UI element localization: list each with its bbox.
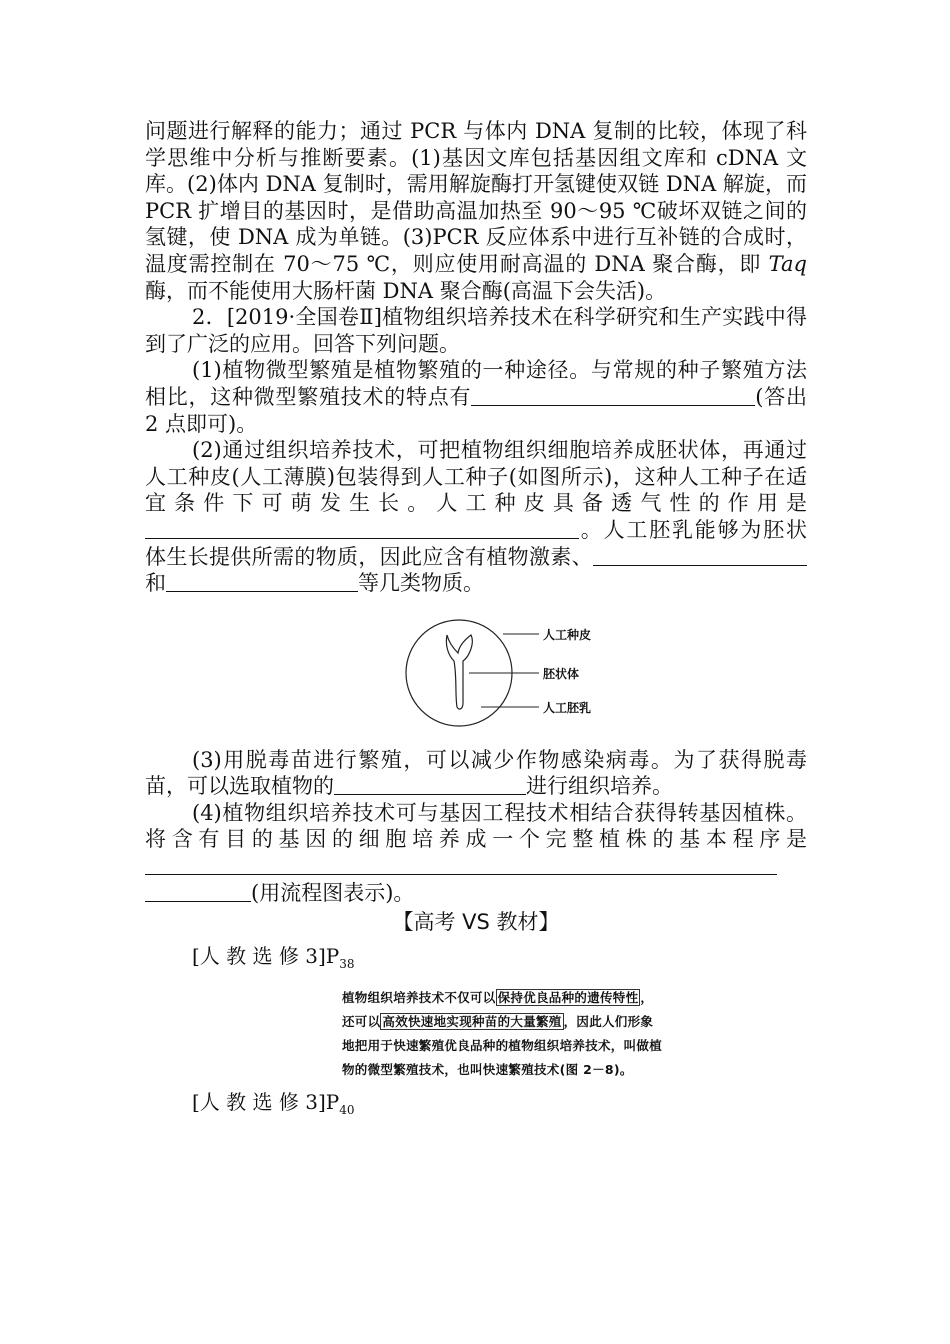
textbook-reference-2: [人 教 选 修 $3]P_{40}$ bbox=[192, 1090, 355, 1118]
page-number: 38 bbox=[339, 957, 355, 972]
label-artificial-endosperm: 人工胚乳 bbox=[543, 700, 592, 715]
textbook-excerpt: 植物组织培养技术不仅可以 保持优良品种的遗传特性 ，还可以 高效快速地实现种苗的大量繁殖 ，因此人们形象地把用于快速繁殖优良品种的植物组织培养技术，叫做植物的微型繁殖技术，也叫快速繁殖技术(图 2－8)。 bbox=[342, 990, 663, 1078]
answer-blank bbox=[593, 545, 677, 566]
question-2-part-2: (2)通过组织培养技术，可把植物组织细胞培养成胚状体，再通过人工种皮(人工薄膜)包装得到人工种子(如图所示)，这种人工种子在适宜条件下可萌发生长。人工种皮具备透气性的作用是。人工胚乳能够为胚状体生长提供所需的物质，因此应含有植物激素、和 等几类物质。 bbox=[145, 438, 807, 596]
embryo-shape bbox=[446, 635, 472, 709]
highlight-box: 保持优良品种的遗传特性 bbox=[497, 990, 639, 1006]
explanation-text-end: 酶，而不能使用大肠杆菌 DNA 聚合酶(高温下会失活)。 bbox=[145, 278, 667, 303]
document-page bbox=[145, 118, 807, 1128]
artificial-seed-diagram bbox=[145, 603, 807, 743]
answer-blank bbox=[145, 854, 777, 875]
label-artificial-seed-coat: 人工种皮 bbox=[543, 627, 592, 642]
answer-blank bbox=[334, 774, 526, 795]
explanation-text: 问题进行解释的能力；通过 PCR 与体内 DNA 复制的比较，体现了科学思维中分析与推断要素。(1)基因文库包括基因组文库和 cDNA 文库。(2)体内 DNA 复制时，需用解旋酶打开氢键使双链 DNA 解旋，而 PCR 扩增目的基因时，是借助高温加热至 90～95 ℃破坏双链之间的氢键，使 DNA 成为单链。(3)PCR 反应体系中进行互补链的合成时，温度需控制在 70～75 ℃，则应使用耐高温的 DNA 聚合酶，即 bbox=[145, 119, 807, 276]
answer-blank bbox=[145, 518, 579, 539]
answer-blank bbox=[145, 881, 251, 902]
answer-blank bbox=[677, 545, 807, 566]
answer-blank bbox=[697, 385, 755, 406]
answer-blank bbox=[471, 385, 697, 406]
highlight-box: 高效快速地实现种苗的大量繁殖 bbox=[382, 1014, 562, 1030]
page-number: 40 bbox=[339, 1103, 355, 1118]
artificial-seed-figure bbox=[145, 603, 807, 743]
label-embryoid: 胚状体 bbox=[543, 666, 580, 681]
taq-term: Taq bbox=[768, 251, 807, 276]
question-2-part-3: (3)用脱毒苗进行繁殖，可以减少作物感染病毒。为了获得脱毒苗，可以选取植物的 进行组织培养。 bbox=[145, 747, 807, 799]
question-2-intro: 2．[2019·全国卷Ⅱ]植物组织培养技术在科学研究和生产实践中得到了广泛的应用。回答下列问题。 bbox=[145, 305, 807, 356]
section-title: 【高考 VS 教材】 bbox=[392, 910, 560, 935]
question-2-part-4: (4)植物组织培养技术可与基因工程技术相结合获得转基因植株。将含有目的基因的细胞培养成一个完整植株的基本程序是 (用流程图表示)。 bbox=[145, 800, 807, 905]
answer-explanation bbox=[145, 118, 807, 304]
answer-blank bbox=[166, 571, 358, 592]
textbook-reference-1: [人 教 选 修 $3]P_{38}$ bbox=[192, 944, 355, 972]
question-2-part-1: (1)植物微型繁殖是植物繁殖的一种途径。与常规的种子繁殖方法相比，这种微型繁殖技术的特点有 (答出 2 点即可)。 bbox=[145, 358, 807, 436]
